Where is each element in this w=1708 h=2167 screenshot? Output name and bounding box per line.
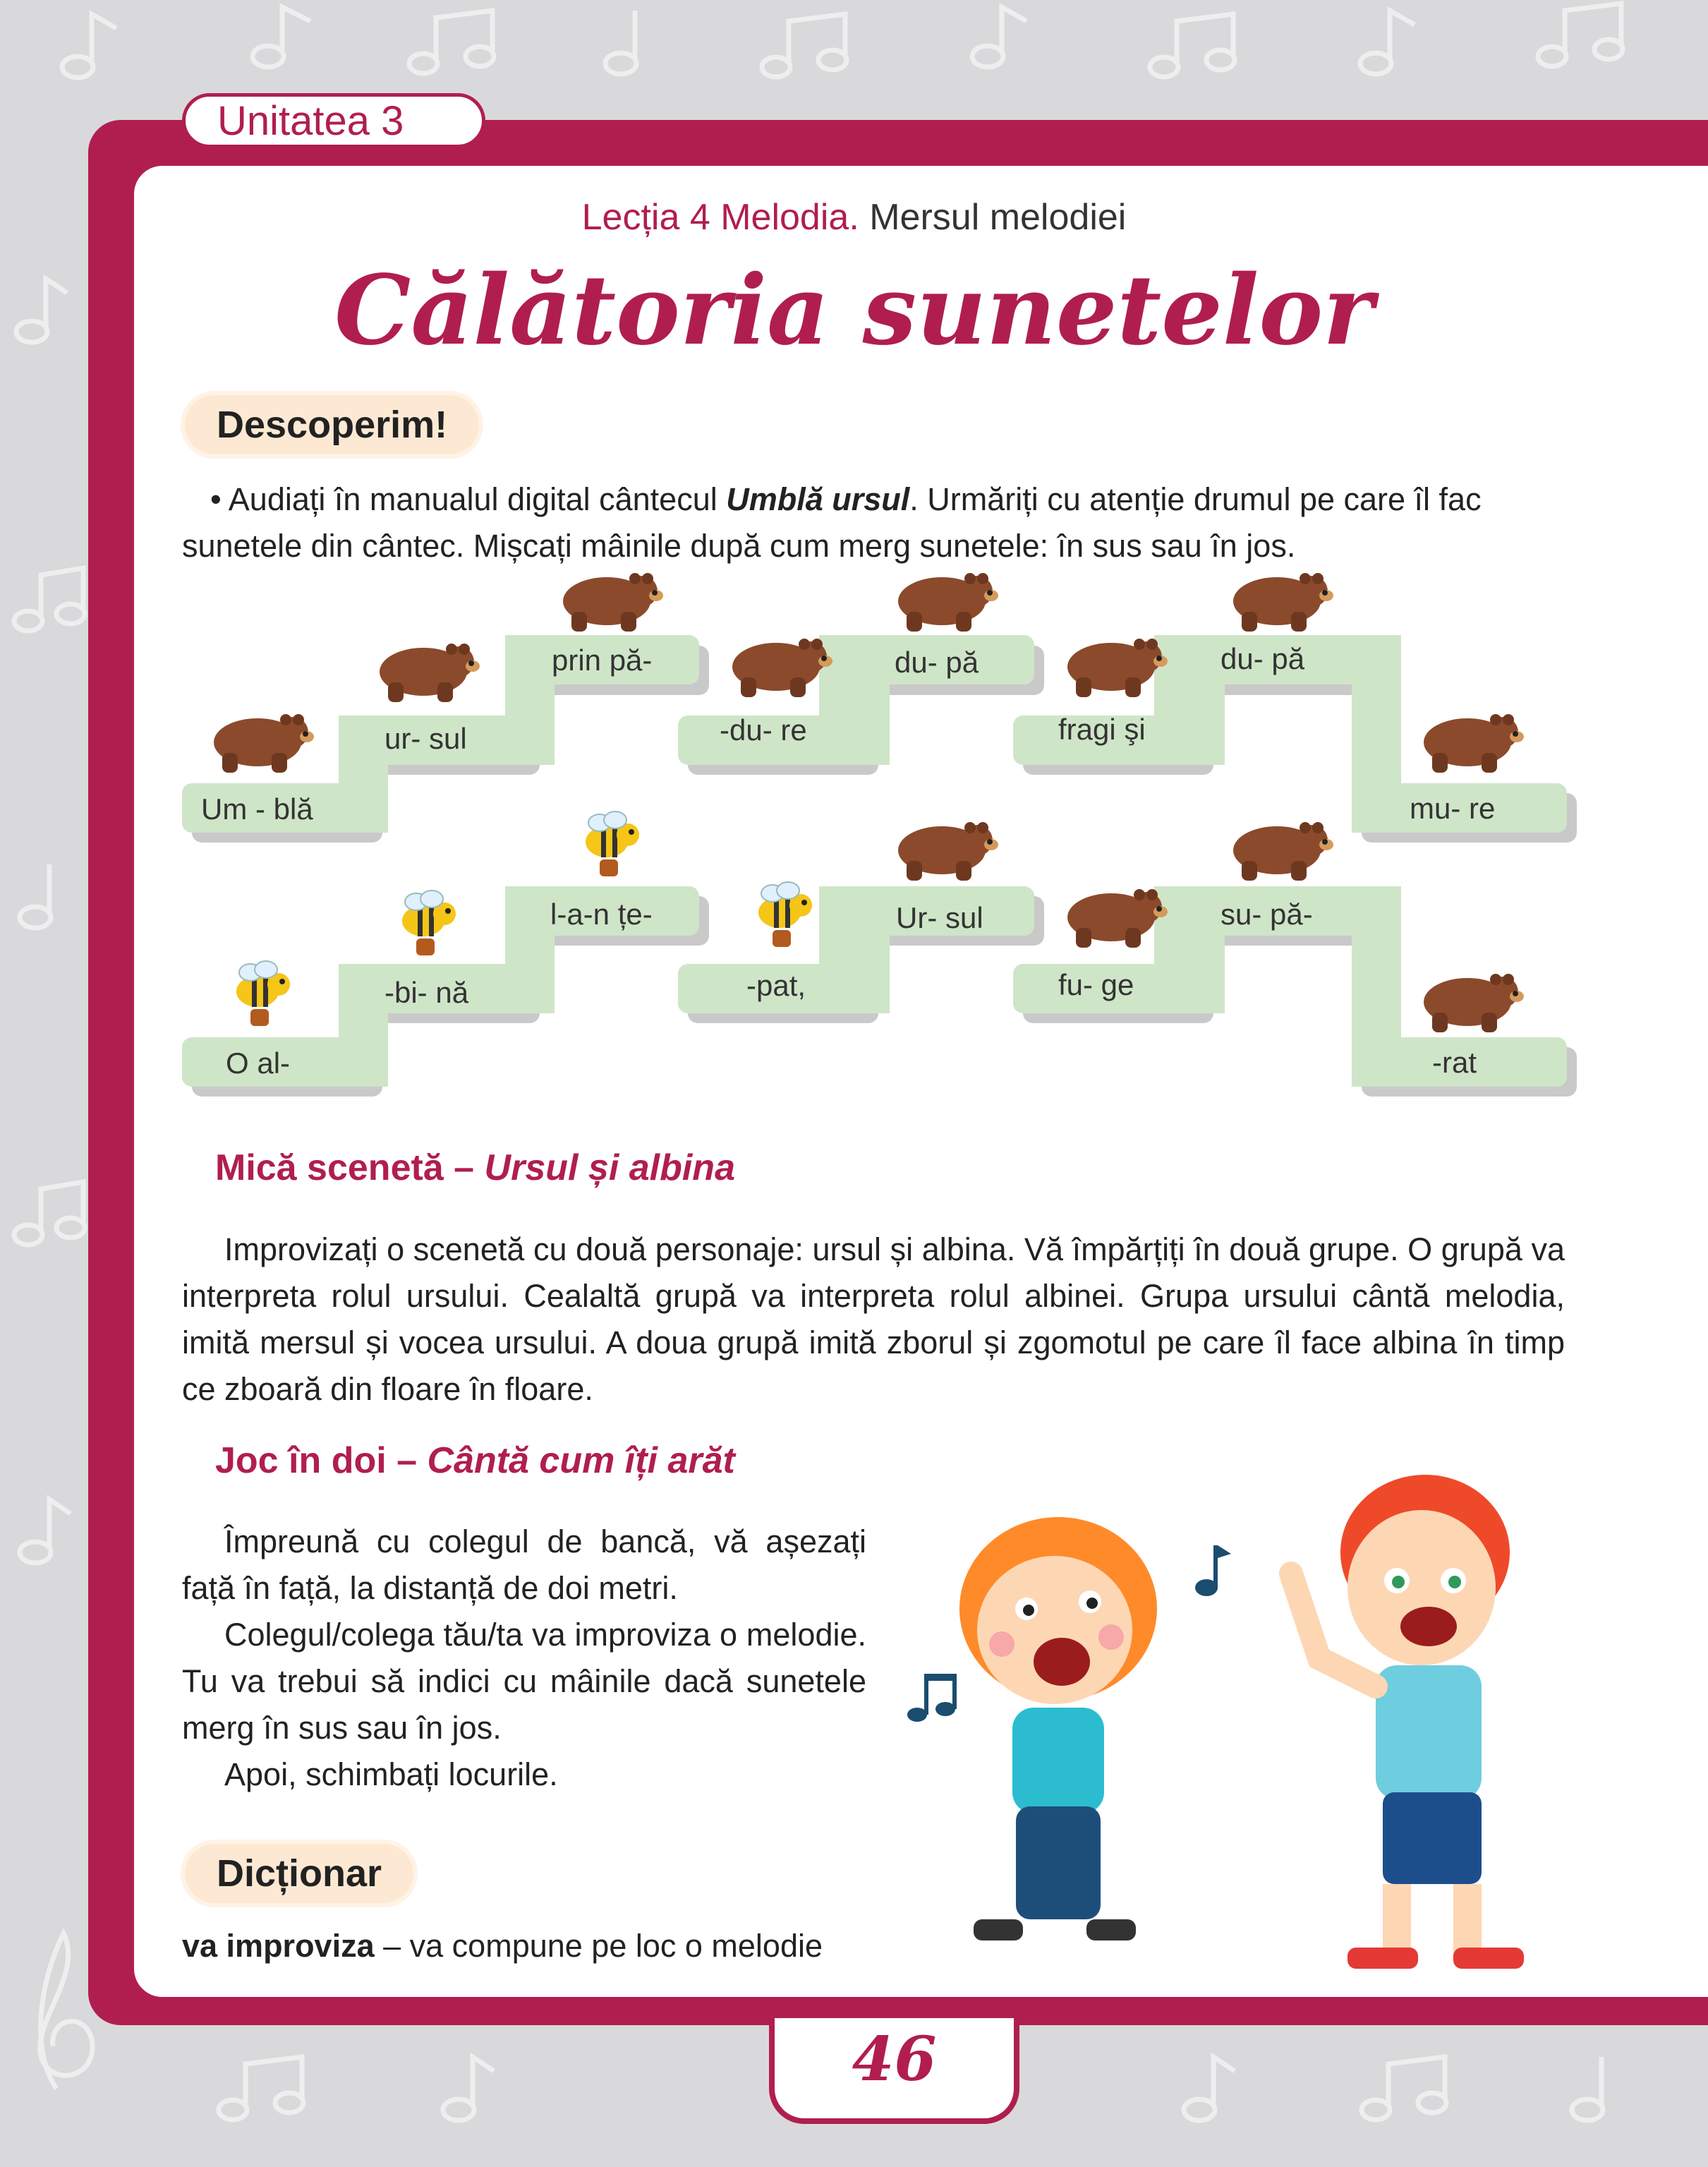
dictionar-definition: – va compune pe loc o melodie [374, 1928, 823, 1964]
stair-label: -rat [1432, 1046, 1477, 1079]
sceneta-heading-b: Ursul și albina [484, 1147, 735, 1188]
bear-icon [1067, 639, 1168, 697]
unit-label: Unitatea 3 [217, 97, 404, 144]
bear-icon [898, 573, 998, 632]
stair-label: du- pă [895, 646, 979, 679]
bear-icon [1233, 573, 1333, 632]
dictionar-label: Dicționar [217, 1852, 382, 1895]
joc-text [182, 1519, 866, 1798]
descoperim-label: Descoperim! [217, 404, 448, 446]
stair-label: O al- [226, 1046, 291, 1080]
bear-icon [1424, 974, 1524, 1032]
sceneta-heading-a: Mică scenetă – [215, 1147, 485, 1188]
stair-label: su- pă- [1221, 898, 1313, 931]
bear-icon [732, 639, 832, 697]
lesson-prefix: Lecția 4 Melodia. [581, 197, 859, 238]
descoperim-lead: Audiați în manualul digital cântecul [228, 481, 727, 517]
lesson-suffix: Mersul melodiei [869, 197, 1127, 238]
joc-heading-a: Joc în doi – [215, 1440, 428, 1481]
page-number: 46 [852, 2024, 937, 2095]
sceneta-heading [215, 1147, 735, 1189]
bullet: • [210, 481, 222, 517]
dictionar-badge [185, 1844, 413, 1903]
stair-label: Um - blă [201, 792, 313, 826]
boy-right [1291, 1475, 1524, 1969]
stair-label: prin pă- [552, 644, 653, 677]
stair-label: fragi şi [1058, 713, 1146, 746]
song-title: Umblă ursul [726, 481, 910, 517]
dictionar-entry [182, 1923, 823, 1969]
joc-p3: Apoi, schimbați locurile. [224, 1756, 558, 1792]
joc-p1: Împreună cu colegul de bancă, vă așezați față în față, la distanță de doi metri. [182, 1523, 866, 1606]
page-title: Călătoria sunetelor [334, 254, 1374, 367]
bear-icon [1424, 714, 1524, 773]
stair-label: l-a-n țe- [550, 898, 653, 931]
dictionar-term: va improviza [182, 1928, 375, 1964]
descoperim-rest: . Urmăriți cu atenție drumul pe care îl fac sunetele din cântec. Mișcați mâinile după cum merg sunetele: în sus sau în jos. [182, 481, 1482, 564]
joc-heading [215, 1439, 735, 1482]
stair-label: fu- ge [1058, 968, 1134, 1001]
bee-icon [402, 891, 456, 955]
bear-icon [380, 644, 480, 702]
stair-label: ur- sul [384, 722, 467, 755]
bee-icon [586, 811, 639, 876]
joc-heading-b: Cântă cum îți arăt [427, 1440, 735, 1481]
joc-p2: Colegul/colega tău/ta va improviza o melodie. Tu va trebui să indici cu mâinile dacă sunetele merg în sus sau în jos. [182, 1617, 866, 1746]
stair-label: du- pă [1221, 642, 1305, 675]
bear-icon [1233, 822, 1333, 881]
boy-left [959, 1517, 1157, 1940]
bear-icon [563, 573, 663, 632]
sceneta-text: Improvizați o scenetă cu două personaje: ursul și albina. Vă împărțiți în două grupe. O grupă va interpreta rolul ursului. Cealaltă grupă va interpreta rolul albinei. Grupa ursului cântă melodia, imită mersul și vocea ursului. A doua grupă imită zborul și zgomotul pe care îl face albina în timp ce zboară din floare în floare. [182, 1231, 1565, 1407]
stair-label: -bi- nă [384, 976, 469, 1009]
stair-label: mu- re [1410, 792, 1496, 825]
bear-icon [1067, 889, 1168, 948]
bee-icon [236, 961, 290, 1026]
bee-icon [758, 882, 812, 947]
stair-label: -pat, [746, 969, 806, 1002]
stair-label: Ur- sul [896, 901, 983, 934]
bear-icon [898, 822, 998, 881]
stair-label: -du- re [720, 713, 807, 747]
singing-children-illustration [896, 1425, 1580, 1990]
